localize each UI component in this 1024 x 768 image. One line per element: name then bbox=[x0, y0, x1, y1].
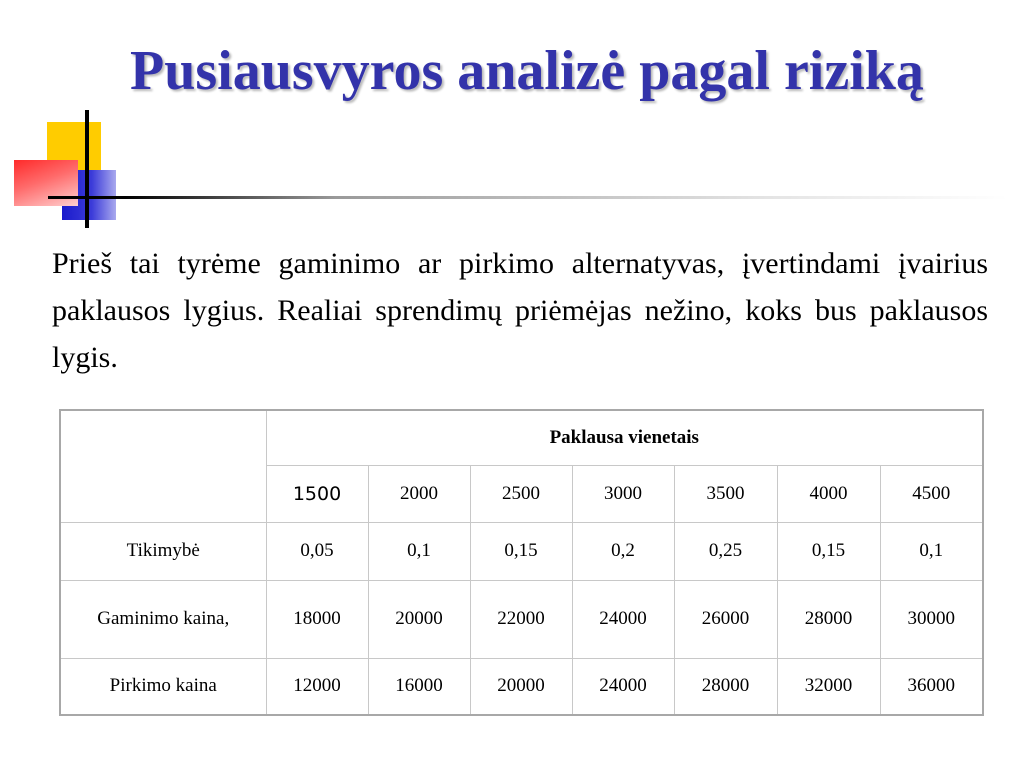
quantity-cell: 3500 bbox=[674, 465, 777, 522]
table-cell: 32000 bbox=[777, 658, 880, 715]
decorative-squares bbox=[0, 0, 170, 240]
table-row bbox=[60, 522, 983, 580]
table-cell: 28000 bbox=[777, 580, 880, 658]
quantity-cell: 3000 bbox=[572, 465, 674, 522]
intro-paragraph: Prieš tai tyrėme gaminimo ar pirkimo alternatyvas, įvertindami įvairius paklausos lygius. Realiai sprendimų priėmėjas nežino, koks bus paklausos lygis. bbox=[52, 247, 988, 374]
table-cell: 0,05 bbox=[266, 522, 368, 580]
table-cell: 26000 bbox=[674, 580, 777, 658]
table-cell: 24000 bbox=[572, 658, 674, 715]
table-cell: 20000 bbox=[368, 580, 470, 658]
table-cell: 0,2 bbox=[572, 522, 674, 580]
table-cell: 16000 bbox=[368, 658, 470, 715]
quantity-cell: 4500 bbox=[880, 465, 983, 522]
quantity-cell: 2500 bbox=[470, 465, 572, 522]
demand-table-wrapper bbox=[59, 409, 982, 716]
vertical-rule bbox=[85, 110, 89, 228]
table-cell: 0,1 bbox=[880, 522, 983, 580]
table-cell: 0,15 bbox=[777, 522, 880, 580]
quantity-cell: 2000 bbox=[368, 465, 470, 522]
table-cell: 12000 bbox=[266, 658, 368, 715]
table-corner-cell bbox=[60, 410, 266, 522]
table-row bbox=[60, 658, 983, 715]
table-cell: 0,1 bbox=[368, 522, 470, 580]
quantity-cell: 1500 bbox=[266, 465, 368, 522]
row-label: Tikimybė bbox=[60, 522, 266, 580]
table-cell: 18000 bbox=[266, 580, 368, 658]
table-cell: 0,15 bbox=[470, 522, 572, 580]
table-cell: 20000 bbox=[470, 658, 572, 715]
title-underline bbox=[48, 196, 1008, 199]
table-cell: 28000 bbox=[674, 658, 777, 715]
table-cell: 24000 bbox=[572, 580, 674, 658]
table-cell: 22000 bbox=[470, 580, 572, 658]
row-label: Pirkimo kaina bbox=[60, 658, 266, 715]
table-cell: 36000 bbox=[880, 658, 983, 715]
table-header-row bbox=[60, 410, 983, 465]
demand-table bbox=[59, 409, 984, 716]
slide-title: Pusiausvyros analizė pagal riziką bbox=[130, 40, 924, 102]
quantity-cell: 4000 bbox=[777, 465, 880, 522]
table-row bbox=[60, 580, 983, 658]
demand-header: Paklausa vienetais bbox=[266, 410, 983, 465]
row-label: Gaminimo kaina, bbox=[60, 580, 266, 658]
red-square bbox=[14, 160, 78, 206]
table-cell: 30000 bbox=[880, 580, 983, 658]
table-cell: 0,25 bbox=[674, 522, 777, 580]
